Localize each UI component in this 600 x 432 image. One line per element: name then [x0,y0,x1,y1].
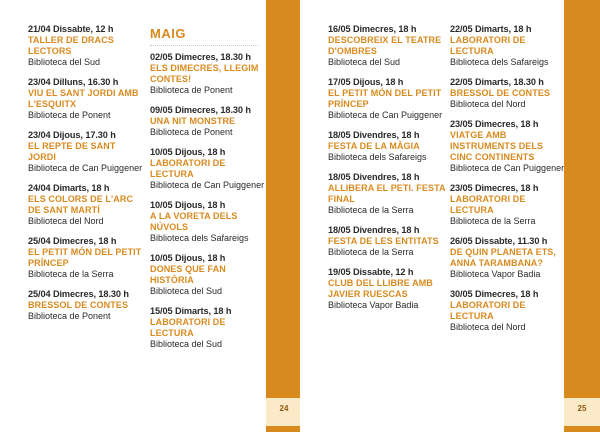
event-item [450,119,568,174]
event-venue: Biblioteca del Nord [450,99,526,109]
event-venue: Biblioteca dels Safareigs [450,57,549,67]
event-venue: Biblioteca Vapor Badia [450,269,541,279]
month-divider [150,45,258,46]
event-item [150,147,268,191]
event-title: LABORATORI DE LECTURA [450,300,526,321]
event-item [450,236,568,280]
event-date: 17/05 Dijous, 18 h [328,77,404,87]
event-venue: Biblioteca del Sud [328,57,401,67]
event-date: 24/04 Dimarts, 18 h [28,183,110,193]
event-venue: Biblioteca dels Safareigs [328,152,427,162]
event-item [150,253,268,297]
event-date: 23/04 Dilluns, 16.30 h [28,77,119,87]
event-item [328,77,446,121]
event-title: BRESSOL DE CONTES [450,88,551,98]
event-venue: Biblioteca de la Serra [328,247,414,257]
event-date: 23/05 Dimecres, 18 h [450,119,539,129]
month-heading: MAIG [150,26,186,41]
event-title: LABORATORI DE LECTURA [450,194,526,215]
events-column-4 [450,24,568,342]
event-item [450,77,568,110]
event-title: VIU EL SANT JORDI AMB L'ESQUITX [28,88,139,109]
event-item [450,24,568,68]
event-title: FESTA DE LES ENTITATS [328,236,439,246]
event-date: 23/04 Dijous, 17.30 h [28,130,116,140]
event-item [328,225,446,258]
left-page-side-band [266,0,302,432]
event-venue: Biblioteca del Sud [150,339,223,349]
event-venue: Biblioteca de Can Puiggener [150,180,265,190]
event-venue: Biblioteca del Nord [450,322,526,332]
event-item [150,105,268,138]
events-column-2 [150,26,268,359]
event-title: LABORATORI DE LECTURA [150,158,226,179]
event-venue: Biblioteca de Can Puiggener [450,163,565,173]
event-title: CLUB DEL LLIBRE AMB JAVIER RUESCAS [328,278,433,299]
event-venue: Biblioteca Vapor Badia [328,300,419,310]
event-item [150,52,268,96]
event-title: LABORATORI DE LECTURA [450,35,526,56]
event-venue: Biblioteca de Ponent [150,127,233,137]
event-venue: Biblioteca de Ponent [28,311,111,321]
event-item [150,200,268,244]
event-date: 10/05 Dijous, 18 h [150,200,226,210]
event-date: 19/05 Dissabte, 12 h [328,267,414,277]
event-title: DE QUIN PLANETA ETS, ANNA TARAMBANA? [450,247,557,268]
event-date: 02/05 Dimecres, 18.30 h [150,52,251,62]
event-date: 16/05 Dimecres, 18 h [328,24,417,34]
event-date: 26/05 Dissabte, 11.30 h [450,236,548,246]
event-item [328,24,446,68]
event-item [450,289,568,333]
event-item [450,183,568,227]
events-column-1 [28,24,146,331]
event-title: A LA VORETA DELS NÚVOLS [150,211,238,232]
event-title: UNA NIT MONSTRE [150,116,236,126]
event-date: 21/04 Dissabte, 12 h [28,24,114,34]
event-venue: Biblioteca de Can Puiggener [328,110,443,120]
events-column-3 [328,24,446,320]
event-item [328,267,446,311]
event-venue: Biblioteca de Can Puiggener [28,163,143,173]
event-title: ELS DIMECRES, LLEGIM CONTES! [150,63,259,84]
event-date: 18/05 Divendres, 18 h [328,172,420,182]
event-title: EL PETIT MÓN DEL PETIT PRÍNCEP [28,247,142,268]
event-venue: Biblioteca dels Safareigs [150,233,249,243]
event-date: 10/05 Dijous, 18 h [150,253,226,263]
event-venue: Biblioteca de la Serra [28,269,114,279]
event-venue: Biblioteca del Sud [28,57,101,67]
right-page-side-band [564,0,600,432]
event-title: VIATGE AMB INSTRUMENTS DELS CINC CONTINENTS [450,130,544,162]
event-venue: Biblioteca de Ponent [150,85,233,95]
event-date: 09/05 Dimecres, 18.30 h [150,105,251,115]
event-title: FESTA DE LA MÀGIA [328,141,420,151]
event-title: ALLIBERA EL PETI. FESTA FINAL [328,183,446,204]
event-title: BRESSOL DE CONTES [28,300,129,310]
event-item [150,306,268,350]
event-item [28,236,146,280]
event-item [328,130,446,163]
event-item [28,24,146,68]
event-date: 10/05 Dijous, 18 h [150,147,226,157]
event-venue: Biblioteca del Sud [150,286,223,296]
event-title: TALLER DE DRACS LECTORS [28,35,114,56]
event-venue: Biblioteca de Ponent [28,110,111,120]
event-date: 23/05 Dimecres, 18 h [450,183,539,193]
event-title: DONES QUE FAN HISTÒRIA [150,264,226,285]
event-item [328,172,446,216]
page-number-right: 25 [577,404,587,413]
page-number-left: 24 [279,404,289,413]
event-item [28,289,146,322]
event-venue: Biblioteca del Nord [28,216,104,226]
event-date: 15/05 Dimarts, 18 h [150,306,232,316]
event-item [28,183,146,227]
event-date: 18/05 Divendres, 18 h [328,225,420,235]
event-date: 30/05 Dimecres, 18 h [450,289,539,299]
event-date: 25/04 Dimecres, 18.30 h [28,289,129,299]
event-title: EL PETIT MÓN DEL PETIT PRÍNCEP [328,88,442,109]
event-venue: Biblioteca de la Serra [328,205,414,215]
event-item [28,77,146,121]
event-date: 22/05 Dimarts, 18.30 h [450,77,544,87]
event-item [28,130,146,174]
event-date: 22/05 Dimarts, 18 h [450,24,532,34]
event-date: 18/05 Divendres, 18 h [328,130,420,140]
event-date: 25/04 Dimecres, 18 h [28,236,117,246]
event-title: EL REPTE DE SANT JORDI [28,141,116,162]
event-title: DESCOBREIX EL TEATRE D'OMBRES [328,35,442,56]
right-page [300,0,600,432]
event-title: ELS COLORS DE L'ARC DE SANT MARTÍ [28,194,134,215]
event-venue: Biblioteca de la Serra [450,216,536,226]
event-title: LABORATORI DE LECTURA [150,317,226,338]
